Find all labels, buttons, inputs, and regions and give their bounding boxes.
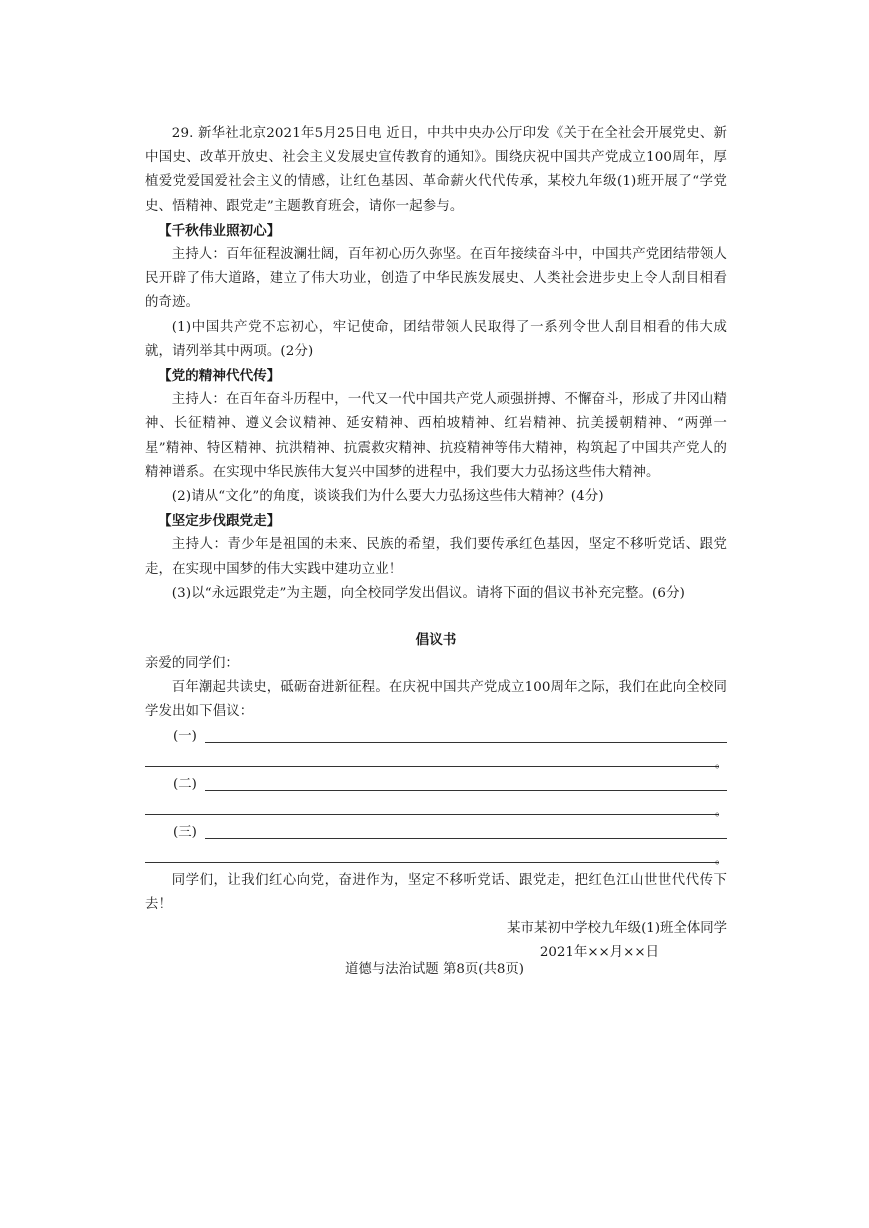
item-label-2: (二) xyxy=(173,776,197,792)
answer-line-2[interactable] xyxy=(145,773,727,797)
question-intro: 29. 新华社北京2021年5月25日电 近日，中共中央办公厅印发《关于在全社会开展党史、新中国史、改革开放史、社会主义发展史宣传教育的通知》。围绕庆祝中国共产党成立100周年，厚植爱党爱国爱社会主义的情感，让红色基因、革命薪火代代传承，某校九年级(1)班开展了“学党史、悟精神、跟党走”主题教育班会，请你一起参与。 xyxy=(145,126,727,214)
sub-question-3: (3)以“永远跟党走”为主题，向全校同学发出倡议。请将下面的倡议书补充完整。(6分) xyxy=(171,585,686,601)
answer-line-3-cont[interactable] xyxy=(145,845,727,869)
blank-line xyxy=(205,742,727,743)
blank-line xyxy=(205,790,727,791)
letter-closing: 同学们，让我们红心向党，奋进作为，坚定不移听党话、跟党走，把红色江山世世代代传下去！ xyxy=(145,872,727,912)
section-heading-2: 【党的精神代代传】 xyxy=(158,368,281,385)
host-text-3: 主持人：青少年是祖国的未来、民族的希望，我们要传承红色基因，坚定不移听党话、跟党走，在实现中国梦的伟大实践中建功立业！ xyxy=(145,537,727,577)
line-end-mark: 。 xyxy=(714,755,727,770)
sub-question-1: (1)中国共产党不忘初心，牢记使命，团结带领人民取得了一系列令世人刮目相看的伟大成就，请列举其中两项。(2分) xyxy=(145,319,727,359)
item-label-1: (一) xyxy=(173,728,197,744)
letter-salutation: 亲爱的同学们： xyxy=(145,656,239,672)
answer-line-3[interactable] xyxy=(145,821,727,845)
sub-question-2: (2)请从“文化”的角度，谈谈我们为什么要大力弘扬这些伟大精神？(4分) xyxy=(171,489,604,505)
answer-line-2-cont[interactable] xyxy=(145,797,727,821)
letter-opening: 百年潮起共读史，砥砺奋进新征程。在庆祝中国共产党成立100周年之际，我们在此向全校同学发出如下倡议： xyxy=(145,680,727,720)
exam-page xyxy=(145,122,727,965)
item-label-3: (三) xyxy=(173,824,197,840)
host-text-1: 主持人：百年征程波澜壮阔，百年初心历久弥坚。在百年接续奋斗中，中国共产党团结带领人民开辟了伟大道路，建立了伟大功业，创造了中华民族发展史、人类社会进步史上令人刮目相看的奇迹。 xyxy=(145,247,727,311)
section-heading-1: 【千秋伟业照初心】 xyxy=(158,222,281,239)
answer-line-1[interactable] xyxy=(145,725,727,749)
page-footer: 道德与法治试题 第8页(共8页) xyxy=(344,962,525,977)
blank-line xyxy=(145,766,719,767)
line-end-mark: 。 xyxy=(714,851,727,866)
section-heading-3: 【坚定步伐跟党走】 xyxy=(158,513,281,530)
answer-line-1-cont[interactable] xyxy=(145,749,727,773)
blank-line xyxy=(205,838,727,839)
letter-date: 2021年××月××日 xyxy=(539,945,659,961)
blank-line xyxy=(145,814,719,815)
letter-signature: 某市某初中学校九年级(1)班全体同学 xyxy=(507,921,727,937)
letter-title: 倡议书 xyxy=(415,632,457,649)
host-text-2: 主持人：在百年奋斗历程中，一代又一代中国共产党人顽强拼搏、不懈奋斗，形成了井冈山精神、长征精神、遵义会议精神、延安精神、西柏坡精神、红岩精神、抗美援朝精神、“两弹一星”精神、特区精神、抗洪精神、抗震救灾精神、抗疫精神等伟大精神，构筑起了中国共产党人的精神谱系。在实现中华民族伟大复兴中国梦的进程中，我们要大力弘扬这些伟大精神。 xyxy=(145,392,727,480)
blank-line xyxy=(145,862,719,863)
line-end-mark: 。 xyxy=(714,803,727,818)
